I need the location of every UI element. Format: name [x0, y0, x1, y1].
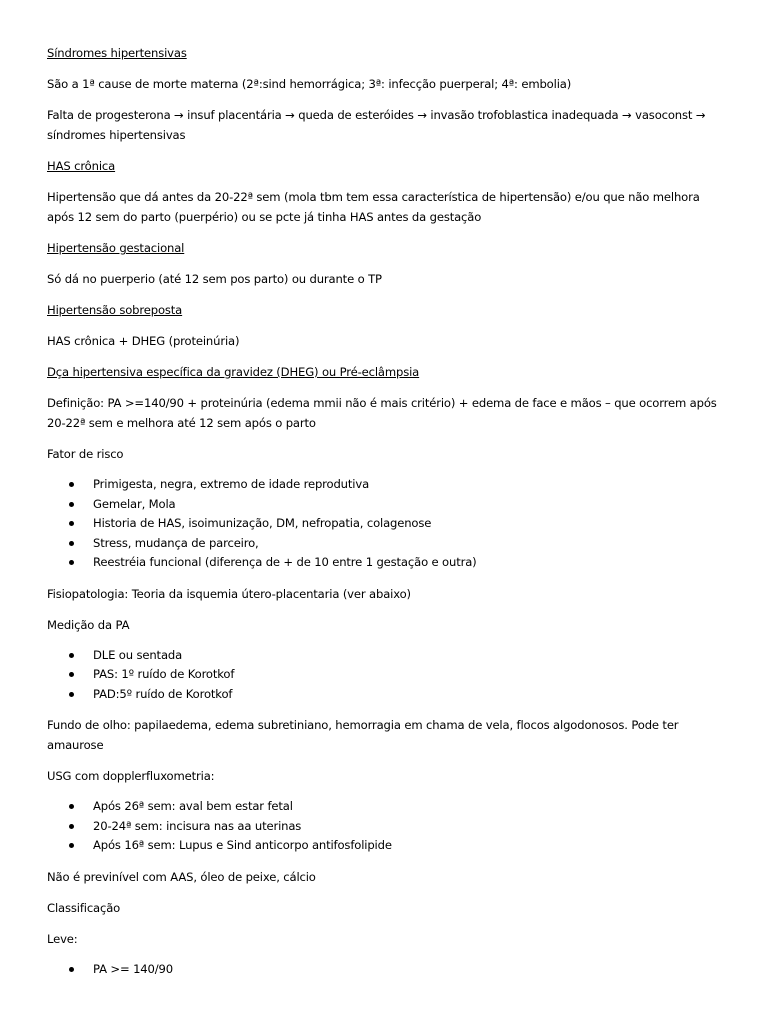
list-item	[47, 534, 727, 554]
section-heading: Síndromes hipertensivas	[47, 46, 187, 60]
list-item	[47, 665, 727, 685]
section-heading: HAS crônica	[47, 159, 116, 173]
paragraph: Fator de risco	[47, 447, 124, 461]
list-item-text: Após 26ª sem: aval bem estar fetal	[93, 799, 293, 813]
list-item	[47, 514, 727, 534]
section-heading: Hipertensão sobreposta	[47, 303, 183, 317]
paragraph: Falta de progesterona → insuf placentária → queda de esteróides → invasão trofoblastica inadequada → vasoconst → síndromes hipertensivas	[47, 108, 706, 142]
paragraph: Só dá no puerperio (até 12 sem pos parto) ou durante o TP	[47, 272, 382, 286]
list-item	[47, 960, 727, 980]
list-item-text: Reestréia funcional (diferença de + de 10 entre 1 gestação e outra)	[93, 555, 477, 569]
bullet-list	[47, 646, 727, 705]
bullet-list	[47, 960, 727, 980]
bullet-list	[47, 475, 727, 573]
bullet-icon	[69, 843, 74, 848]
paragraph: Hipertensão que dá antes da 20-22ª sem (mola tbm tem essa característica de hipertensão) e/ou que não melhora após 12 sem do parto (puerpério) ou se pcte já tinha HAS antes da gestação	[47, 190, 700, 224]
bullet-icon	[69, 482, 74, 487]
paragraph: Medição da PA	[47, 617, 130, 632]
list-item	[47, 817, 727, 837]
bullet-icon	[69, 521, 74, 526]
list-item-text: Historia de HAS, isoimunização, DM, nefropatia, colagenose	[93, 516, 432, 530]
list-item	[47, 836, 727, 856]
list-item-text: Primigesta, negra, extremo de idade reprodutiva	[93, 477, 370, 491]
list-item	[47, 646, 727, 666]
paragraph: Não é previnível com AAS, óleo de peixe, cálcio	[47, 869, 316, 884]
list-item-text: PA >= 140/90	[93, 961, 173, 976]
list-item	[47, 475, 727, 495]
section-heading: Hipertensão gestacional	[47, 241, 185, 255]
paragraph: Definição: PA >=140/90 + proteinúria (edema mmii não é mais critério) + edema de face e mãos – que ocorrem após 20-22ª sem e melhora até 12 sem após o parto	[47, 396, 717, 430]
bullet-icon	[69, 967, 74, 972]
bullet-icon	[69, 560, 74, 565]
bullet-icon	[69, 541, 74, 546]
bullet-icon	[69, 502, 74, 507]
bullet-icon	[69, 804, 74, 809]
list-item	[47, 685, 727, 705]
paragraph: Classificação	[47, 900, 121, 915]
paragraph: São a 1ª cause de morte materna (2ª:sind hemorrágica; 3ª: infecção puerperal; 4ª: embolia)	[47, 77, 572, 91]
bullet-list	[47, 797, 727, 856]
document-page	[47, 43, 727, 990]
list-item-text: PAD:5º ruído de Korotkof	[93, 686, 233, 701]
bullet-icon	[69, 692, 74, 697]
paragraph: HAS crônica + DHEG (proteinúria)	[47, 334, 240, 348]
list-item	[47, 797, 727, 817]
paragraph: Leve:	[47, 931, 78, 946]
list-item-text: DLE ou sentada	[93, 647, 183, 662]
bullet-icon	[69, 824, 74, 829]
paragraph: Fisiopatologia: Teoria da isquemia útero-placentaria (ver abaixo)	[47, 586, 411, 601]
list-item-text: Stress, mudança de parceiro,	[93, 535, 259, 550]
bullet-icon	[69, 672, 74, 677]
list-item-text: PAS: 1º ruído de Korotkof	[93, 667, 235, 681]
bullet-icon	[69, 653, 74, 658]
list-item-text: Gemelar, Mola	[93, 496, 176, 511]
section-heading: Dça hipertensiva específica da gravidez (DHEG) ou Pré-eclâmpsia	[47, 365, 420, 379]
paragraph: Fundo de olho: papilaedema, edema subretiniano, hemorragia em chama de vela, flocos algodonosos. Pode ter amaurose	[47, 718, 679, 752]
list-item	[47, 495, 727, 515]
paragraph: USG com dopplerfluxometria:	[47, 769, 215, 783]
list-item-text: Após 16ª sem: Lupus e Sind anticorpo antifosfolipide	[93, 838, 392, 852]
list-item-text: 20-24ª sem: incisura nas aa uterinas	[93, 818, 302, 833]
list-item	[47, 553, 727, 573]
